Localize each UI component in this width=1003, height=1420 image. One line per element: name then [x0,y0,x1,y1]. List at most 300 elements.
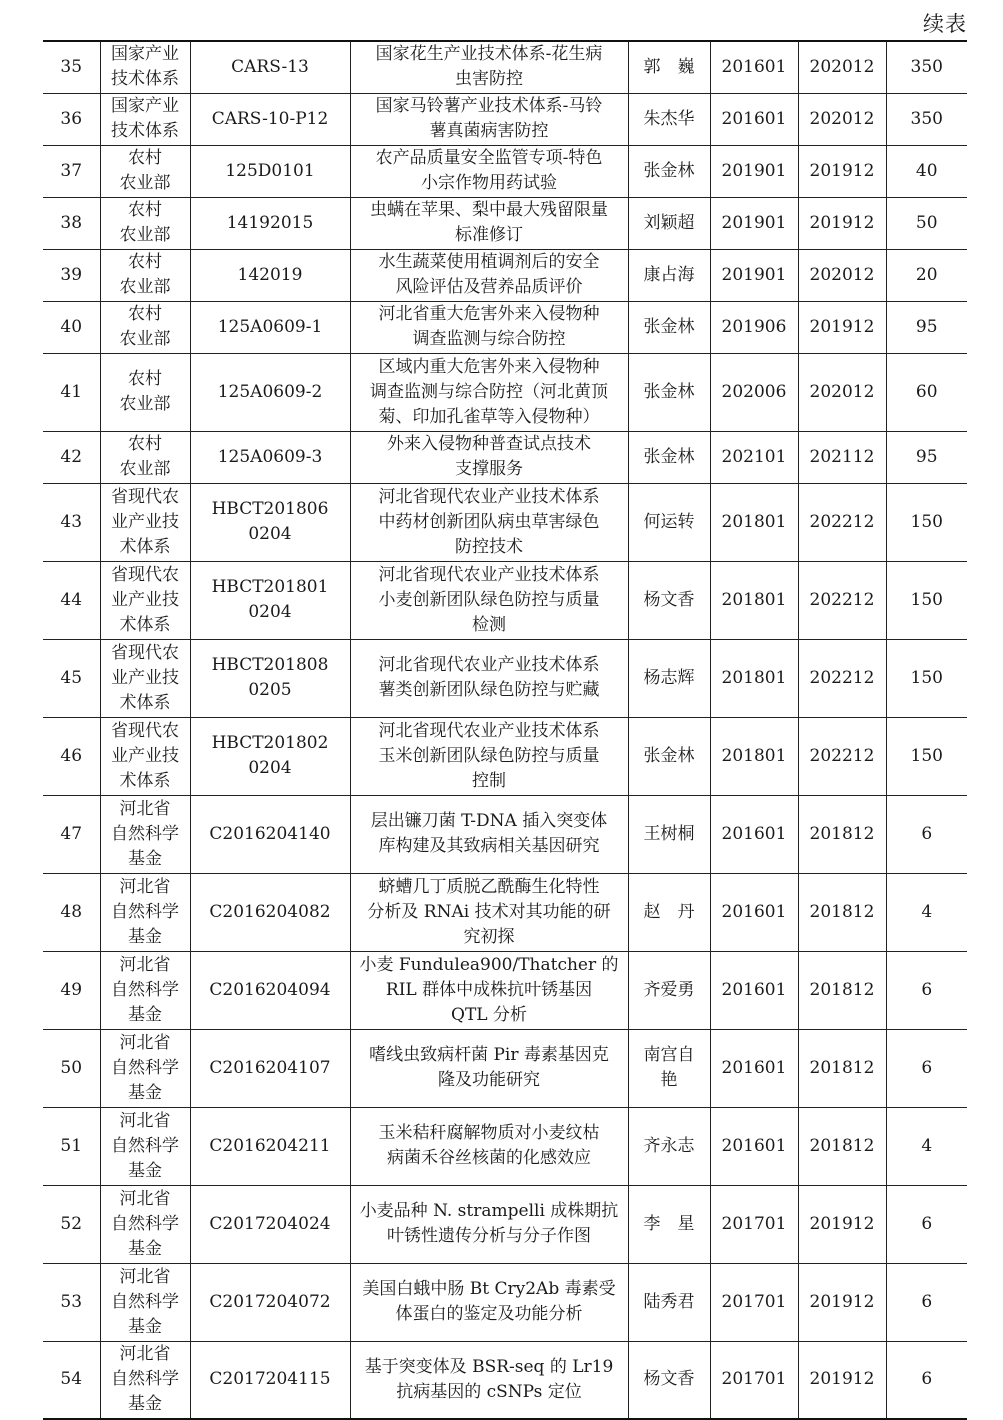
cell-no-text: 50 [60,1057,83,1078]
cell-code [190,1107,350,1185]
cell-leader [628,249,710,301]
cell-source [100,483,190,561]
cell-project [350,93,628,145]
cell-no [43,249,100,301]
cell-leader-text: 杨文香 [643,589,695,610]
cell-source-text: 省现代农 业产业技 术体系 [111,486,179,557]
cell-start [710,1263,798,1341]
cell-end-text: 202212 [809,589,875,610]
cell-no-text: 47 [60,823,83,844]
cell-amount [886,561,967,639]
cell-code-text: 142019 [237,264,303,285]
cell-code-text: C2017204072 [209,1291,331,1312]
cell-end-text: 202212 [809,667,875,688]
cell-source-text: 省现代农 业产业技 术体系 [111,564,179,635]
table-row [43,197,967,249]
cell-leader [628,41,710,93]
cell-end-text: 201812 [809,901,875,922]
cell-end [798,951,886,1029]
cell-leader-text: 王树桐 [643,823,695,844]
cell-code [190,1185,350,1263]
cell-source-text: 国家产业 技术体系 [111,96,179,141]
cell-start [710,639,798,717]
cell-end-text: 201912 [809,1369,875,1390]
cell-start [710,1341,798,1419]
cell-code [190,1341,350,1419]
cell-amount-text: 95 [915,446,938,467]
cell-amount [886,301,967,353]
cell-end-text: 201912 [809,1213,875,1234]
cell-amount-text: 150 [910,589,943,610]
cell-project-text: 河北省现代农业产业技术体系 中药材创新团队病虫草害绿色 防控技术 [378,486,600,557]
table-row [43,1185,967,1263]
cell-source-text: 农村 农业部 [119,148,171,193]
cell-code [190,353,350,431]
cell-start [710,795,798,873]
cell-amount-text: 6 [921,1213,933,1234]
table-row [43,145,967,197]
cell-no-text: 44 [60,589,83,610]
cell-end [798,1107,886,1185]
cell-end-text: 202012 [809,264,875,285]
cell-project [350,145,628,197]
cell-amount [886,197,967,249]
cell-project [350,197,628,249]
cell-start-text: 202006 [721,381,787,402]
cell-no-text: 35 [60,56,83,77]
cell-code [190,431,350,483]
cell-leader [628,873,710,951]
cell-end [798,301,886,353]
cell-leader-text: 朱杰华 [643,108,695,129]
cell-no [43,639,100,717]
cell-source-text: 河北省 自然科学 基金 [111,798,179,869]
cell-amount-text: 350 [910,108,943,129]
cell-end-text: 201912 [809,160,875,181]
cell-leader [628,353,710,431]
cell-start [710,483,798,561]
cell-code-text: C2016204082 [209,901,331,922]
cell-no [43,483,100,561]
cell-leader [628,1029,710,1107]
cell-project-text: 玉米秸秆腐解物质对小麦纹枯 病菌禾谷丝核菌的化感效应 [378,1123,600,1168]
cell-end [798,145,886,197]
cell-project [350,639,628,717]
cell-leader-text: 张金林 [643,381,695,402]
cell-end [798,431,886,483]
cell-start [710,717,798,795]
cell-amount-text: 6 [921,823,933,844]
cell-start-text: 201701 [721,1369,787,1390]
cell-amount [886,1263,967,1341]
cell-project-text: 河北省现代农业产业技术体系 玉米创新团队绿色防控与质量 控制 [378,720,600,791]
table-row [43,795,967,873]
cell-amount-text: 40 [915,160,938,181]
cell-start [710,197,798,249]
cell-end [798,353,886,431]
cell-amount-text: 150 [910,667,943,688]
cell-code [190,41,350,93]
cell-leader [628,795,710,873]
cell-start [710,145,798,197]
cell-leader-text: 何运转 [643,511,695,532]
cell-leader-text: 杨志辉 [643,667,695,688]
cell-start [710,873,798,951]
cell-code-text: HBCT201801 0204 [211,577,329,622]
cell-start [710,301,798,353]
cell-no-text: 52 [60,1213,83,1234]
cell-project [350,561,628,639]
cell-leader [628,483,710,561]
cell-end [798,1341,886,1419]
cell-no-text: 43 [60,511,83,532]
cell-leader [628,1341,710,1419]
cell-amount [886,431,967,483]
cell-end [798,197,886,249]
cell-start-text: 201701 [721,1291,787,1312]
cell-amount-text: 6 [921,1057,933,1078]
cell-amount [886,951,967,1029]
cell-start-text: 201601 [721,901,787,922]
cell-start [710,353,798,431]
cell-leader [628,1185,710,1263]
cell-project-text: 小麦 Fundulea900/Thatcher 的 RIL 群体中成株抗叶锈基因 QTL 分析 [359,954,619,1025]
cell-source [100,951,190,1029]
cell-source-text: 农村 农业部 [119,252,171,297]
cell-no-text: 49 [60,979,83,1000]
cell-project [350,717,628,795]
cell-end-text: 202012 [809,56,875,77]
cell-no [43,1341,100,1419]
cell-leader [628,197,710,249]
cell-no-text: 36 [60,108,83,129]
table-row [43,639,967,717]
cell-leader-text: 杨文香 [643,1369,695,1390]
cell-amount-text: 20 [915,264,938,285]
cell-code [190,639,350,717]
cell-code [190,483,350,561]
cell-start-text: 201701 [721,1213,787,1234]
cell-no [43,301,100,353]
cell-source-text: 河北省 自然科学 基金 [111,1110,179,1181]
cell-leader-text: 李 星 [643,1213,695,1234]
cell-source [100,1263,190,1341]
cell-source-text: 农村 农业部 [119,369,171,414]
cell-project-text: 虫螨在苹果、梨中最大残留限量 标准修订 [370,200,608,245]
cell-leader-text: 陆秀君 [643,1291,695,1312]
table-row [43,483,967,561]
cell-amount-text: 50 [915,212,938,233]
cell-start-text: 201601 [721,1057,787,1078]
cell-leader-text: 康占海 [643,264,695,285]
cell-code [190,145,350,197]
cell-start-text: 201601 [721,56,787,77]
cell-amount [886,1185,967,1263]
cell-amount-text: 4 [921,1135,933,1156]
table-row [43,1029,967,1107]
cell-no-text: 37 [60,160,83,181]
cell-code-text: 125D0101 [225,160,315,181]
cell-source [100,93,190,145]
cell-amount [886,145,967,197]
cell-code [190,301,350,353]
cell-project [350,795,628,873]
cell-source [100,795,190,873]
cell-start-text: 201801 [721,589,787,610]
cell-code [190,1263,350,1341]
cell-source [100,717,190,795]
cell-project-text: 蛴螬几丁质脱乙酰酶生化特性 分析及 RNAi 技术对其功能的研 究初探 [367,876,611,947]
cell-no-text: 40 [60,316,83,337]
cell-no [43,561,100,639]
cell-start-text: 201906 [721,316,787,337]
cell-source-text: 河北省 自然科学 基金 [111,954,179,1025]
cell-leader [628,145,710,197]
cell-end-text: 201912 [809,212,875,233]
cell-start-text: 201801 [721,745,787,766]
cell-project [350,1029,628,1107]
cell-source [100,1185,190,1263]
cell-start-text: 201601 [721,823,787,844]
cell-code [190,93,350,145]
cell-source [100,1029,190,1107]
table-row [43,1107,967,1185]
cell-amount [886,1029,967,1107]
cell-leader-text: 张金林 [643,316,695,337]
cell-code-text: HBCT201802 0204 [211,733,329,778]
cell-no [43,717,100,795]
cell-start-text: 201801 [721,667,787,688]
cell-code [190,561,350,639]
cell-amount-text: 6 [921,1291,933,1312]
cell-start-text: 201901 [721,160,787,181]
cell-project-text: 河北省重大危害外来入侵物种 调查监测与综合防控 [378,304,600,349]
cell-start [710,1107,798,1185]
cell-source [100,431,190,483]
cell-project [350,483,628,561]
cell-leader [628,951,710,1029]
project-table [43,40,967,1420]
cell-end-text: 202212 [809,511,875,532]
table-body [43,41,967,1419]
cell-project-text: 水生蔬菜使用植调剂后的安全 风险评估及营养品质评价 [378,252,600,297]
cell-amount [886,717,967,795]
cell-source-text: 农村 农业部 [119,434,171,479]
cell-amount-text: 150 [910,745,943,766]
cell-no [43,353,100,431]
cell-amount-text: 60 [915,381,938,402]
cell-project [350,249,628,301]
cell-start [710,561,798,639]
cell-end [798,249,886,301]
cell-no [43,41,100,93]
cell-code [190,873,350,951]
cell-start [710,249,798,301]
cell-code-text: C2016204140 [209,823,331,844]
cell-start-text: 201601 [721,979,787,1000]
table-row [43,301,967,353]
cell-end [798,795,886,873]
cell-project [350,1185,628,1263]
cell-no [43,1185,100,1263]
cell-no-text: 54 [60,1369,83,1390]
cell-amount-text: 6 [921,1369,933,1390]
cell-code-text: C2016204107 [209,1057,331,1078]
cell-end-text: 201812 [809,823,875,844]
cell-source-text: 省现代农 业产业技 术体系 [111,720,179,791]
table-row [43,717,967,795]
cell-source [100,41,190,93]
cell-leader-text: 张金林 [643,160,695,181]
cell-no-text: 42 [60,446,83,467]
cell-amount [886,249,967,301]
cell-source [100,1107,190,1185]
cell-amount-text: 4 [921,901,933,922]
cell-start-text: 201901 [721,264,787,285]
cell-amount-text: 6 [921,979,933,1000]
cell-no [43,197,100,249]
cell-leader-text: 张金林 [643,745,695,766]
cell-project [350,41,628,93]
cell-start [710,431,798,483]
cell-no-text: 41 [60,381,83,402]
cell-start-text: 201901 [721,212,787,233]
cell-code [190,951,350,1029]
table-row [43,1263,967,1341]
cell-project-text: 外来入侵物种普查试点技术 支撑服务 [387,434,591,479]
cell-leader [628,301,710,353]
cell-leader-text: 刘颖超 [643,212,695,233]
cell-code-text: C2016204211 [209,1135,331,1156]
cell-code-text: HBCT201806 0204 [211,499,329,544]
cell-leader-text: 齐爱勇 [643,979,695,1000]
cell-source [100,561,190,639]
cell-code-text: 125A0609-2 [217,381,323,402]
cell-no-text: 38 [60,212,83,233]
cell-no-text: 51 [60,1135,83,1156]
cell-project-text: 基于突变体及 BSR-seq 的 Lr19 抗病基因的 cSNPs 定位 [364,1356,614,1402]
cell-source [100,249,190,301]
cell-no-text: 39 [60,264,83,285]
cell-no-text: 46 [60,745,83,766]
cell-leader-text: 南宫自 艳 [643,1045,695,1090]
continued-table-caption: 续表 [923,12,967,36]
cell-end-text: 202012 [809,381,875,402]
cell-project [350,1341,628,1419]
cell-leader [628,93,710,145]
cell-project-text: 小麦品种 N. strampelli 成株期抗 叶锈性遗传分析与分子作图 [359,1201,619,1246]
cell-project-text: 区域内重大危害外来入侵物种 调查监测与综合防控（河北黄顶 菊、印加孔雀草等入侵物种） [370,356,608,427]
cell-amount-text: 350 [910,56,943,77]
cell-leader [628,431,710,483]
cell-amount [886,873,967,951]
cell-start-text: 201601 [721,1135,787,1156]
table-row [43,249,967,301]
cell-start-text: 202101 [721,446,787,467]
cell-start [710,1029,798,1107]
table-row [43,431,967,483]
cell-end [798,93,886,145]
cell-code-text: CARS-10-P12 [211,108,329,129]
cell-end-text: 201912 [809,1291,875,1312]
cell-end-text: 201912 [809,316,875,337]
cell-source-text: 河北省 自然科学 基金 [111,1266,179,1337]
cell-code [190,197,350,249]
cell-project-text: 层出镰刀菌 T-DNA 插入突变体 库构建及其致病相关基因研究 [370,811,608,856]
cell-end-text: 202112 [809,446,875,467]
cell-code-text: 125A0609-1 [217,316,323,337]
cell-project-text: 农产品质量安全监管专项-特色 小宗作物用药试验 [375,148,603,193]
cell-no [43,431,100,483]
cell-code-text: C2017204024 [209,1213,331,1234]
cell-end-text: 201812 [809,1135,875,1156]
cell-end [798,639,886,717]
cell-amount [886,93,967,145]
cell-project-text: 嗜线虫致病杆菌 Pir 毒素基因克 隆及功能研究 [369,1045,609,1090]
cell-source-text: 河北省 自然科学 基金 [111,1032,179,1103]
cell-end [798,1029,886,1107]
cell-project [350,1107,628,1185]
cell-no-text: 48 [60,901,83,922]
cell-start [710,41,798,93]
cell-amount [886,1341,967,1419]
cell-end-text: 201812 [809,979,875,1000]
cell-project-text: 美国白蛾中肠 Bt Cry2Ab 毒素受 体蛋白的鉴定及功能分析 [362,1279,616,1324]
cell-project-text: 国家花生产业技术体系-花生病 虫害防控 [375,44,603,90]
cell-amount [886,1107,967,1185]
cell-leader [628,717,710,795]
table-row [43,561,967,639]
cell-no [43,145,100,197]
cell-source-text: 河北省 自然科学 基金 [111,1188,179,1259]
cell-project [350,951,628,1029]
cell-source [100,145,190,197]
cell-no [43,1029,100,1107]
cell-leader-text: 郭 巍 [643,56,695,77]
cell-leader [628,561,710,639]
table-row [43,93,967,145]
cell-amount [886,41,967,93]
cell-no [43,1107,100,1185]
cell-end [798,1185,886,1263]
cell-amount-text: 150 [910,511,943,532]
cell-start-text: 201601 [721,108,787,129]
cell-end [798,1263,886,1341]
cell-source [100,1341,190,1419]
cell-leader [628,1107,710,1185]
cell-no-text: 45 [60,667,83,688]
cell-source [100,301,190,353]
cell-no [43,795,100,873]
cell-start [710,93,798,145]
cell-code [190,795,350,873]
cell-source [100,353,190,431]
cell-amount [886,483,967,561]
cell-project [350,353,628,431]
cell-project [350,431,628,483]
cell-no [43,951,100,1029]
cell-leader-text: 赵 丹 [643,901,695,922]
cell-project-text: 河北省现代农业产业技术体系 小麦创新团队绿色防控与质量 检测 [378,564,600,635]
table-row [43,873,967,951]
cell-project-text: 国家马铃薯产业技术体系-马铃 薯真菌病害防控 [375,96,603,141]
cell-amount-text: 95 [915,316,938,337]
cell-code-text: C2017204115 [209,1369,331,1390]
cell-source [100,873,190,951]
cell-end-text: 201812 [809,1057,875,1078]
cell-project [350,301,628,353]
cell-no [43,873,100,951]
